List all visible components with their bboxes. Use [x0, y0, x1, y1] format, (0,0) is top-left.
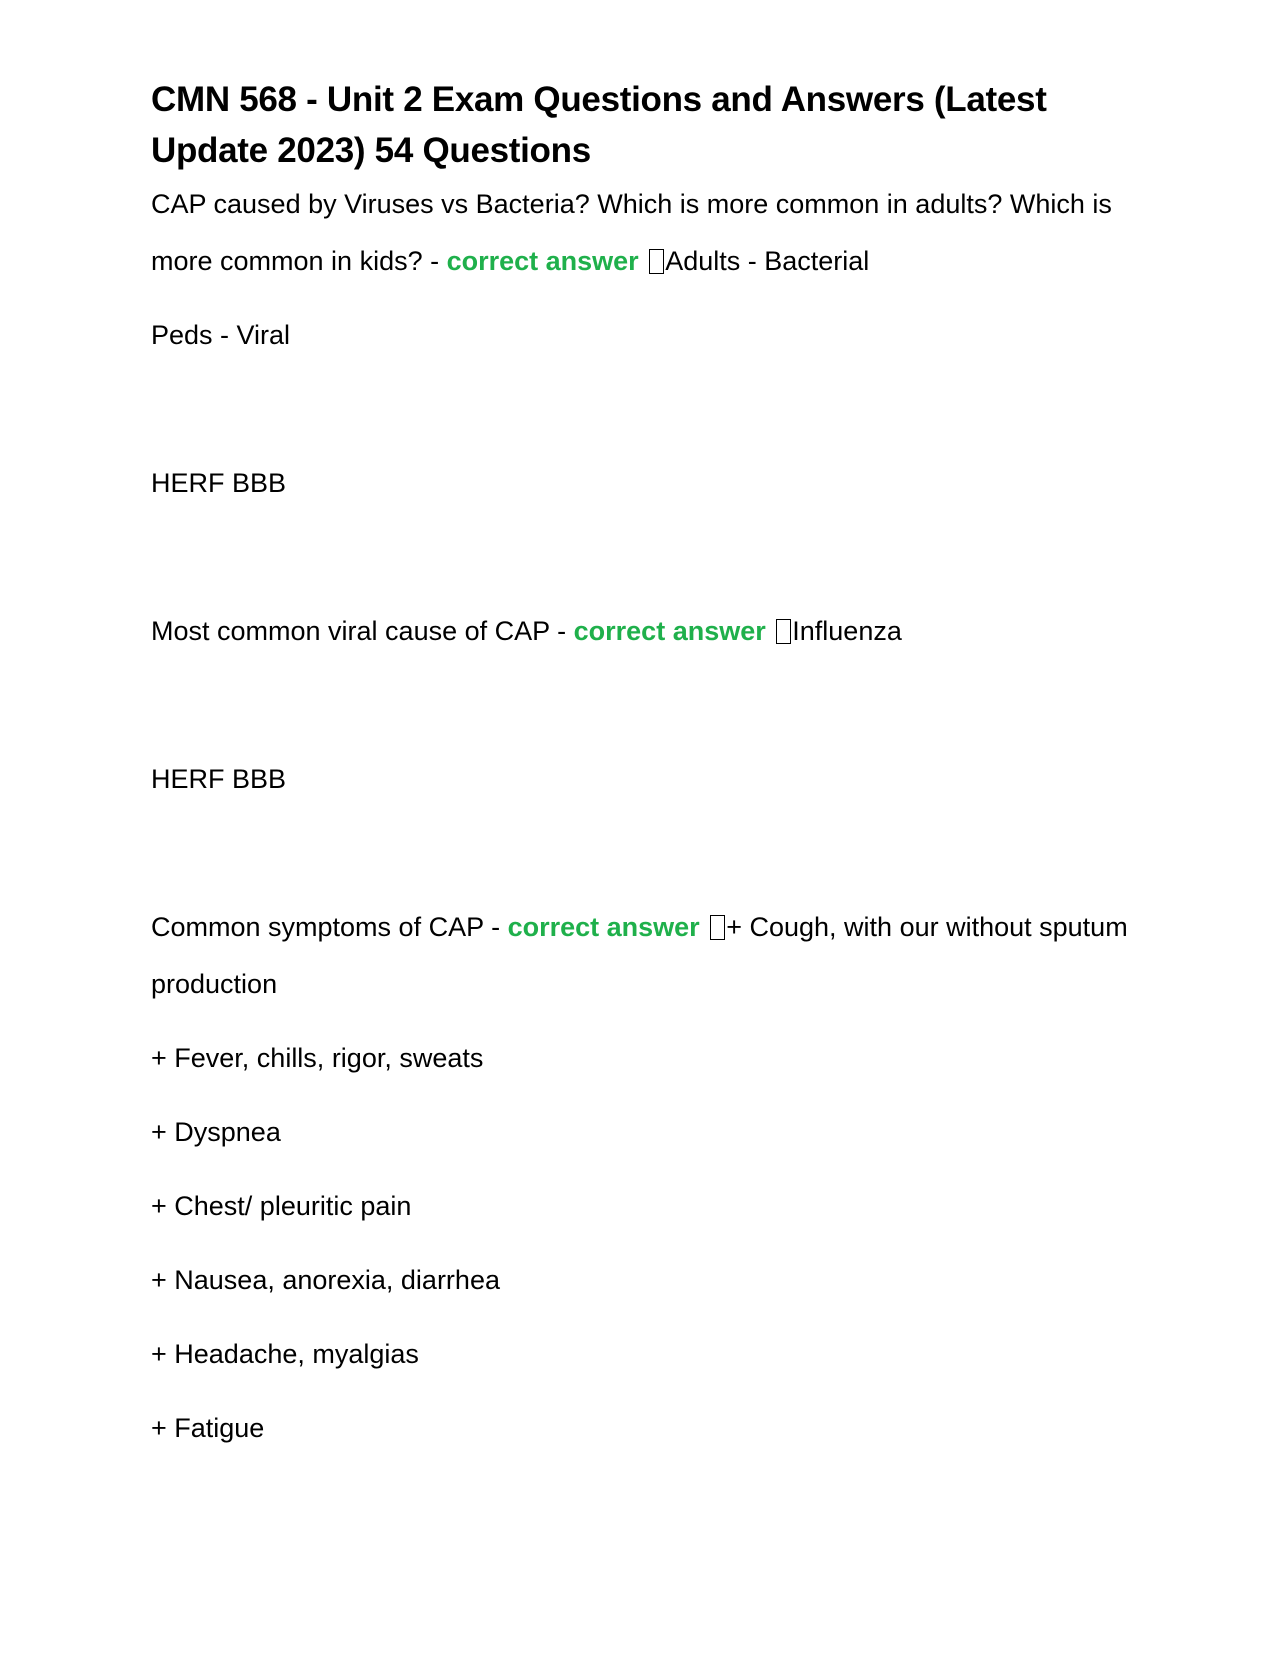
missing-glyph-box-icon: [776, 619, 791, 644]
question-text: Common symptoms of CAP -: [151, 912, 508, 942]
question-text: Most common viral cause of CAP -: [151, 616, 574, 646]
answer-extra-line: Peds - Viral: [151, 320, 291, 350]
herf-note-1: HERF BBB: [151, 468, 287, 498]
question-text: CAP caused by Viruses vs Bacteria? Which is more common in adults? Which is more common in kids? -: [151, 189, 1112, 276]
missing-glyph-box-icon: [649, 249, 664, 274]
qa-entry-2: [151, 603, 1141, 660]
answer-text: + Cough, with our without sputum production: [151, 912, 1128, 999]
herf-note-2: HERF BBB: [151, 764, 287, 794]
symptom-list-item: + Headache, myalgias: [151, 1339, 419, 1369]
qa-entry-1: [151, 176, 1141, 290]
answer-text: Adults - Bacterial: [665, 246, 870, 276]
symptom-list-item: + Fever, chills, rigor, sweats: [151, 1043, 484, 1073]
answer-text: Influenza: [792, 616, 902, 646]
symptom-list-item: + Chest/ pleuritic pain: [151, 1191, 412, 1221]
document-page: [151, 74, 1141, 1457]
symptom-list-item: + Nausea, anorexia, diarrhea: [151, 1265, 500, 1295]
page-title: CMN 568 - Unit 2 Exam Questions and Answers (Latest Update 2023) 54 Questions: [151, 80, 1047, 170]
missing-glyph-box-icon: [710, 915, 725, 940]
qa-entry-3: [151, 899, 1141, 1013]
symptom-list-item: + Dyspnea: [151, 1117, 281, 1147]
correct-answer-label: correct answer: [446, 246, 639, 276]
symptom-list-item: + Fatigue: [151, 1413, 265, 1443]
correct-answer-label: correct answer: [507, 912, 700, 942]
correct-answer-label: correct answer: [573, 616, 766, 646]
